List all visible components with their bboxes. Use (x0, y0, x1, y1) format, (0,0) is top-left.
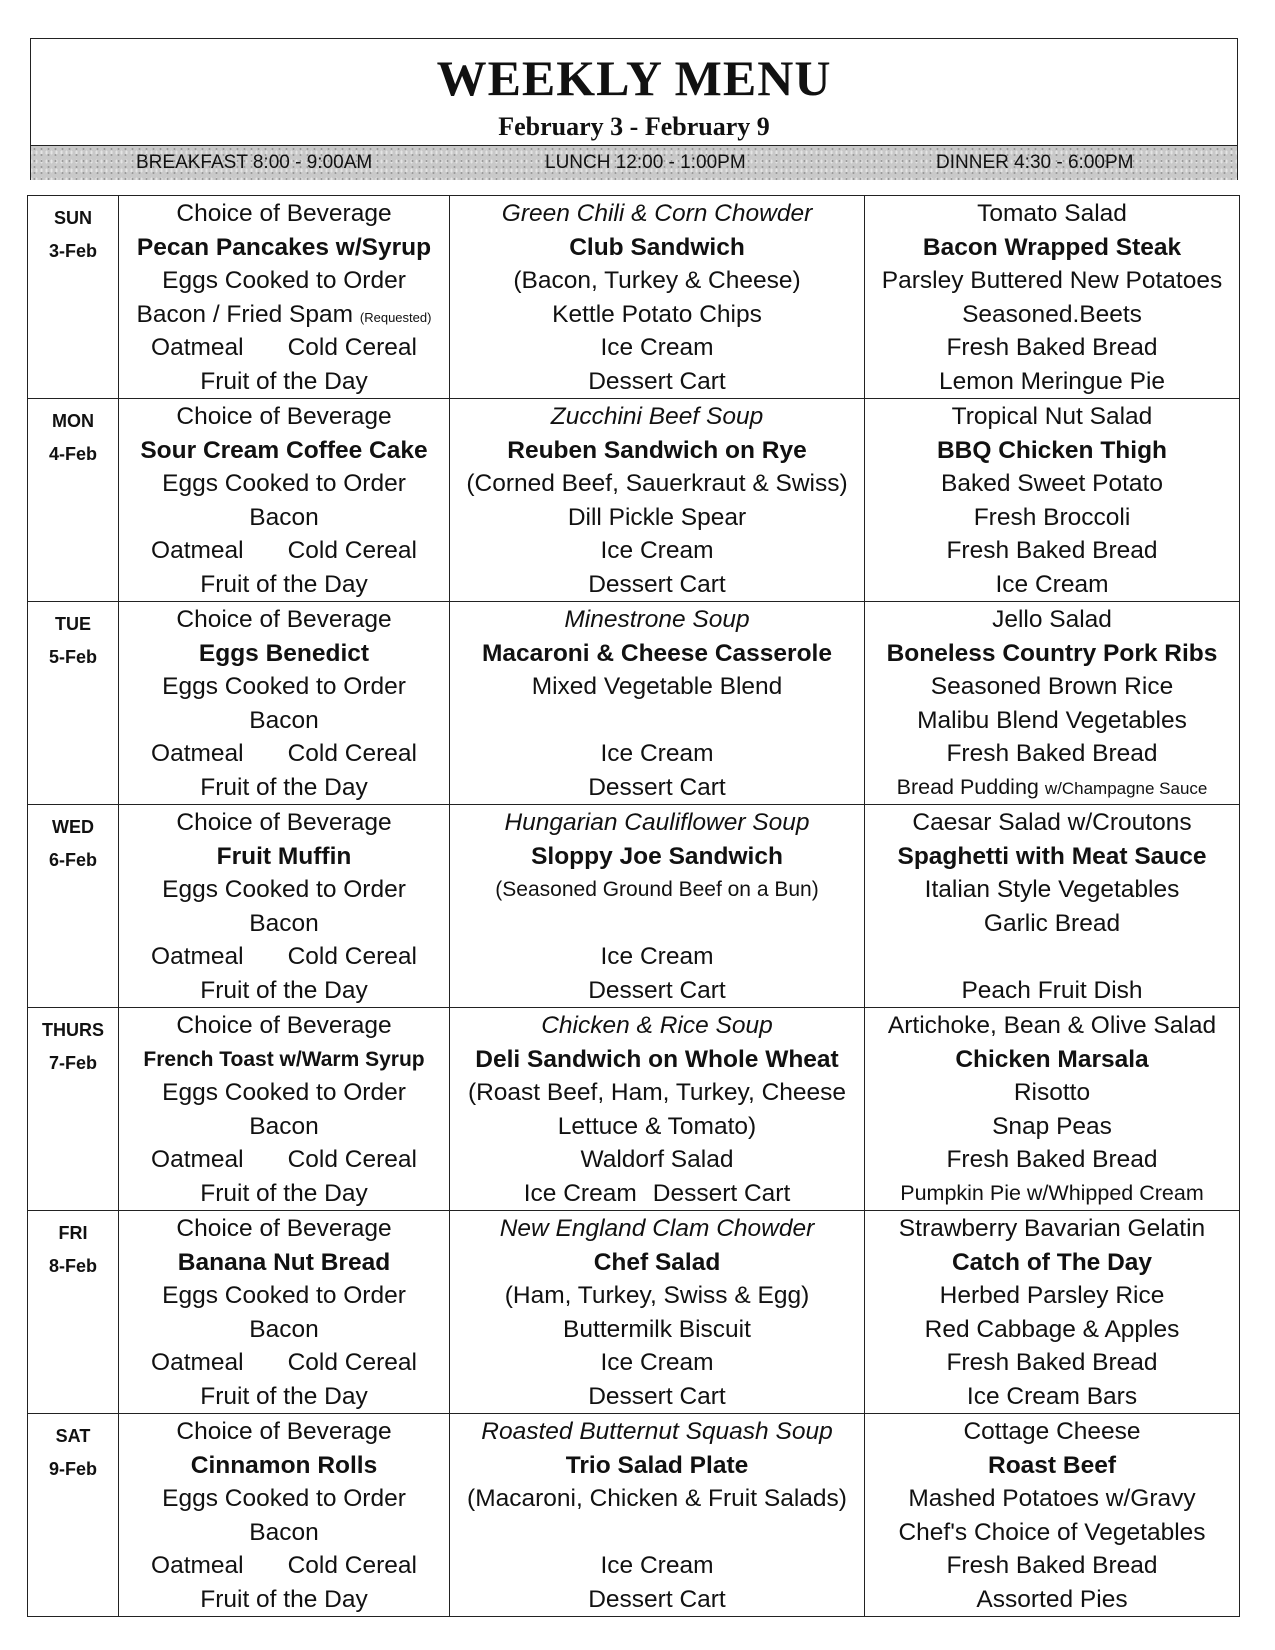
menu-item: Ice Cream (600, 943, 714, 970)
menu-item-featured: Reuben Sandwich on Rye (507, 436, 807, 464)
menu-item: Red Cabbage & Apples (924, 1315, 1180, 1343)
lunch-cell (450, 1211, 865, 1414)
menu-item-pair (151, 737, 417, 771)
menu-item: Bacon (249, 706, 319, 734)
lunch-cell (450, 1414, 865, 1617)
menu-item-featured: Catch of The Day (951, 1248, 1153, 1276)
dinner-cell (865, 1414, 1240, 1617)
menu-item: Cottage Cheese (963, 1418, 1141, 1445)
lunch-hours: LUNCH 12:00 - 1:00PM (545, 152, 746, 173)
breakfast-hours: BREAKFAST 8:00 - 9:00AM (136, 152, 373, 173)
menu-item: Ice Cream (600, 740, 714, 767)
menu-item-soup: Hungarian Cauliflower Soup (504, 809, 810, 836)
menu-item: Cold Cereal (287, 1146, 417, 1173)
menu-item: Fruit of the Day (200, 773, 368, 801)
menu-item: Buttermilk Biscuit (563, 1315, 751, 1343)
menu-item-pair (151, 331, 417, 365)
menu-row-sat (28, 1414, 1240, 1617)
breakfast-cell (119, 805, 450, 1008)
menu-item: Mixed Vegetable Blend (531, 673, 783, 700)
menu-item: (Bacon, Turkey & Cheese) (513, 267, 801, 294)
menu-item: Oatmeal (151, 1146, 244, 1173)
menu-item-featured: Pecan Pancakes w/Syrup (136, 233, 432, 261)
menu-item: Mashed Potatoes w/Gravy (908, 1485, 1196, 1512)
menu-item: Fruit of the Day (200, 1179, 368, 1207)
menu-item-featured: Deli Sandwich on Whole Wheat (475, 1045, 839, 1073)
menu-item: Tomato Salad (977, 200, 1127, 227)
menu-item-pair (151, 534, 417, 568)
menu-item-pair (151, 1549, 417, 1583)
menu-item: Seasoned Brown Rice (930, 673, 1174, 700)
menu-item: Ice Cream (600, 1552, 714, 1579)
day-cell (28, 1008, 119, 1211)
menu-item: Fruit of the Day (200, 570, 368, 598)
menu-item: Eggs Cooked to Order (162, 470, 406, 497)
menu-row-sun (28, 196, 1240, 399)
menu-item (897, 771, 1208, 805)
menu-item-featured: Chicken Marsala (955, 1045, 1149, 1073)
day-date: 6-Feb (48, 849, 97, 870)
menu-item: Fresh Baked Bread (946, 740, 1158, 767)
menu-item: Fresh Baked Bread (946, 334, 1158, 361)
page-title: WEEKLY MENU (436, 50, 832, 106)
menu-item: Assorted Pies (976, 1585, 1128, 1613)
day-cell (28, 196, 119, 399)
menu-item: Dill Pickle Spear (567, 503, 747, 531)
menu-item-featured: Sour Cream Coffee Cake (140, 436, 428, 464)
menu-item: Choice of Beverage (176, 809, 392, 836)
menu-item: Bacon (249, 1315, 319, 1343)
day-name: SAT (55, 1426, 91, 1446)
menu-item: Cold Cereal (287, 943, 417, 970)
menu-item: Oatmeal (151, 740, 244, 767)
menu-item-featured: Spaghetti with Meat Sauce (897, 842, 1207, 870)
menu-item-featured: Bacon Wrapped Steak (922, 233, 1182, 261)
menu-item: Fresh Baked Bread (946, 1552, 1158, 1579)
menu-row-mon (28, 399, 1240, 602)
breakfast-cell (119, 602, 450, 805)
menu-item: Ice Cream (995, 570, 1109, 598)
menu-item: Chef's Choice of Vegetables (898, 1518, 1206, 1546)
lunch-cell (450, 805, 865, 1008)
menu-item: Dessert Cart (652, 1179, 791, 1207)
menu-item-featured: Cinnamon Rolls (190, 1451, 378, 1479)
menu-item: Eggs Cooked to Order (162, 1079, 406, 1106)
menu-item: Parsley Buttered New Potatoes (881, 267, 1223, 294)
menu-item: Oatmeal (151, 537, 244, 564)
breakfast-cell (119, 399, 450, 602)
dinner-cell (865, 805, 1240, 1008)
menu-item-featured: Macaroni & Cheese Casserole (482, 639, 832, 667)
day-cell (28, 1414, 119, 1617)
menu-item: Italian Style Vegetables (924, 876, 1180, 903)
breakfast-cell (119, 1008, 450, 1211)
menu-item-soup: Green Chili & Corn Chowder (501, 200, 813, 227)
menu-item: Fresh Baked Bread (946, 1146, 1158, 1173)
menu-item: (Seasoned Ground Beef on a Bun) (495, 878, 819, 901)
menu-item: Oatmeal (151, 1349, 244, 1376)
menu-item: Herbed Parsley Rice (939, 1282, 1165, 1309)
menu-item: Choice of Beverage (176, 606, 392, 633)
menu-item: Cold Cereal (287, 740, 417, 767)
menu-item: Lemon Meringue Pie (938, 367, 1166, 395)
menu-item: Eggs Cooked to Order (162, 267, 406, 294)
menu-item-soup: New England Clam Chowder (499, 1215, 815, 1242)
menu-item: Dessert Cart (588, 773, 726, 801)
menu-item-featured: BBQ Chicken Thigh (936, 436, 1168, 464)
menu-item: Artichoke, Bean & Olive Salad (887, 1012, 1217, 1039)
lunch-cell (450, 602, 865, 805)
menu-item: Waldorf Salad (580, 1146, 734, 1173)
menu-item: Bacon (249, 1112, 319, 1140)
menu-item-pair (151, 940, 417, 974)
menu-item: Eggs Cooked to Order (162, 876, 406, 903)
breakfast-cell (119, 196, 450, 399)
day-date: 7-Feb (48, 1052, 97, 1073)
menu-item: Ice Cream Bars (966, 1382, 1138, 1410)
day-cell (28, 1211, 119, 1414)
menu-item: Snap Peas (992, 1112, 1112, 1140)
menu-table (27, 195, 1240, 1617)
dinner-cell (865, 1008, 1240, 1211)
menu-item-note: w/Champagne Sauce (1044, 778, 1208, 798)
menu-item-featured: Boneless Country Pork Ribs (886, 639, 1218, 667)
menu-item: Choice of Beverage (176, 200, 392, 227)
menu-item: Bacon (249, 1518, 319, 1546)
menu-item: Fruit of the Day (200, 976, 368, 1004)
menu-item: Dessert Cart (588, 1585, 726, 1613)
menu-item-featured: Sloppy Joe Sandwich (531, 842, 783, 870)
menu-item: Fresh Broccoli (973, 503, 1131, 531)
menu-item-featured: Club Sandwich (569, 233, 745, 261)
menu-item: Garlic Bread (983, 909, 1121, 937)
dinner-cell (865, 1211, 1240, 1414)
menu-item: Kettle Potato Chips (552, 300, 762, 328)
breakfast-cell (119, 1414, 450, 1617)
menu-item: Tropical Nut Salad (951, 403, 1153, 430)
dinner-cell (865, 196, 1240, 399)
menu-item: Choice of Beverage (176, 403, 392, 430)
menu-item: Choice of Beverage (176, 1215, 392, 1242)
menu-item: (Macaroni, Chicken & Fruit Salads) (467, 1485, 847, 1512)
day-date: 8-Feb (48, 1255, 97, 1276)
menu-item: Dessert Cart (588, 1382, 726, 1410)
menu-item: Cold Cereal (287, 1552, 417, 1579)
menu-item: Fruit of the Day (200, 1382, 368, 1410)
menu-item-featured: Chef Salad (593, 1248, 721, 1276)
day-name: THURS (42, 1020, 104, 1040)
day-date: 9-Feb (48, 1458, 97, 1479)
menu-item: Jello Salad (992, 606, 1112, 633)
menu-item-featured: Roast Beef (988, 1451, 1116, 1479)
dinner-cell (865, 602, 1240, 805)
menu-item: Choice of Beverage (176, 1012, 392, 1039)
menu-item-featured: French Toast w/Warm Syrup (143, 1047, 425, 1071)
meal-hours-bar (31, 145, 1237, 180)
menu-header (30, 38, 1238, 180)
day-date: 5-Feb (48, 646, 97, 667)
menu-item: Eggs Cooked to Order (162, 673, 406, 700)
menu-item: Ice Cream (600, 334, 714, 361)
day-date: 4-Feb (48, 443, 97, 464)
menu-item-featured: Eggs Benedict (198, 639, 370, 667)
day-cell (28, 805, 119, 1008)
menu-item: Dessert Cart (588, 976, 726, 1004)
menu-item: Oatmeal (151, 334, 244, 361)
dinner-hours: DINNER 4:30 - 6:00PM (936, 152, 1134, 173)
menu-item-featured: Trio Salad Plate (565, 1451, 749, 1479)
menu-item: Peach Fruit Dish (961, 976, 1143, 1004)
menu-item: Oatmeal (151, 943, 244, 970)
menu-item: (Roast Beef, Ham, Turkey, Cheese (467, 1079, 847, 1106)
menu-row-thurs (28, 1008, 1240, 1211)
menu-item: Malibu Blend Vegetables (917, 706, 1187, 734)
menu-item: Oatmeal (151, 1552, 244, 1579)
lunch-cell (450, 196, 865, 399)
menu-item: Choice of Beverage (176, 1418, 392, 1445)
menu-item: Dessert Cart (588, 367, 726, 395)
day-date: 3-Feb (48, 240, 97, 261)
day-name: MON (52, 411, 94, 431)
menu-item-note: (Requested) (359, 309, 432, 325)
day-name: TUE (55, 614, 91, 634)
menu-row-fri (28, 1211, 1240, 1414)
menu-item: Eggs Cooked to Order (162, 1485, 406, 1512)
day-name: FRI (58, 1223, 88, 1243)
menu-item: Strawberry Bavarian Gelatin (898, 1215, 1206, 1242)
menu-item-pair (151, 1346, 417, 1380)
menu-item: Dessert Cart (588, 570, 726, 598)
menu-item: Ice Cream (523, 1179, 637, 1207)
day-cell (28, 399, 119, 602)
date-range: February 3 - February 9 (498, 112, 770, 141)
menu-item-featured: Fruit Muffin (216, 842, 352, 870)
day-cell (28, 602, 119, 805)
menu-item: Baked Sweet Potato (940, 470, 1163, 497)
breakfast-cell (119, 1211, 450, 1414)
menu-item: Cold Cereal (287, 1349, 417, 1376)
menu-item-pair (524, 1177, 791, 1211)
menu-item: (Corned Beef, Sauerkraut & Swiss) (466, 470, 848, 497)
menu-item: Fresh Baked Bread (946, 537, 1158, 564)
menu-item: Bacon (249, 909, 319, 937)
menu-item: Cold Cereal (287, 334, 417, 361)
menu-row-wed (28, 805, 1240, 1008)
menu-item-featured: Banana Nut Bread (177, 1248, 391, 1276)
menu-item-soup: Roasted Butternut Squash Soup (481, 1418, 833, 1445)
menu-item: Ice Cream (600, 537, 714, 564)
lunch-cell (450, 399, 865, 602)
menu-item: Caesar Salad w/Croutons (912, 809, 1192, 836)
menu-item: Ice Cream (600, 1349, 714, 1376)
menu-item: Eggs Cooked to Order (162, 1282, 406, 1309)
lunch-cell (450, 1008, 865, 1211)
day-name: WED (52, 817, 94, 837)
menu-item-soup: Chicken & Rice Soup (541, 1012, 773, 1039)
menu-item-soup: Zucchini Beef Soup (550, 403, 764, 430)
menu-item: Seasoned.Beets (962, 300, 1142, 328)
menu-item: Fresh Baked Bread (946, 1349, 1158, 1376)
menu-item-text: Bread Pudding (896, 774, 1039, 799)
menu-item: Bacon (249, 503, 319, 531)
day-name: SUN (53, 208, 92, 228)
dinner-cell (865, 399, 1240, 602)
menu-item: Pumpkin Pie w/Whipped Cream (900, 1180, 1204, 1205)
menu-item: Lettuce & Tomato) (557, 1112, 757, 1140)
menu-item-text: Bacon / Fried Spam (136, 300, 354, 328)
menu-item: Cold Cereal (287, 537, 417, 564)
menu-item: Fruit of the Day (200, 1585, 368, 1613)
menu-item: Fruit of the Day (200, 367, 368, 395)
menu-item: Risotto (1013, 1079, 1091, 1106)
menu-item: (Ham, Turkey, Swiss & Egg) (504, 1282, 810, 1309)
menu-item (137, 298, 432, 332)
menu-item-soup: Minestrone Soup (564, 606, 750, 633)
menu-item-pair (151, 1143, 417, 1177)
menu-row-tue (28, 602, 1240, 805)
